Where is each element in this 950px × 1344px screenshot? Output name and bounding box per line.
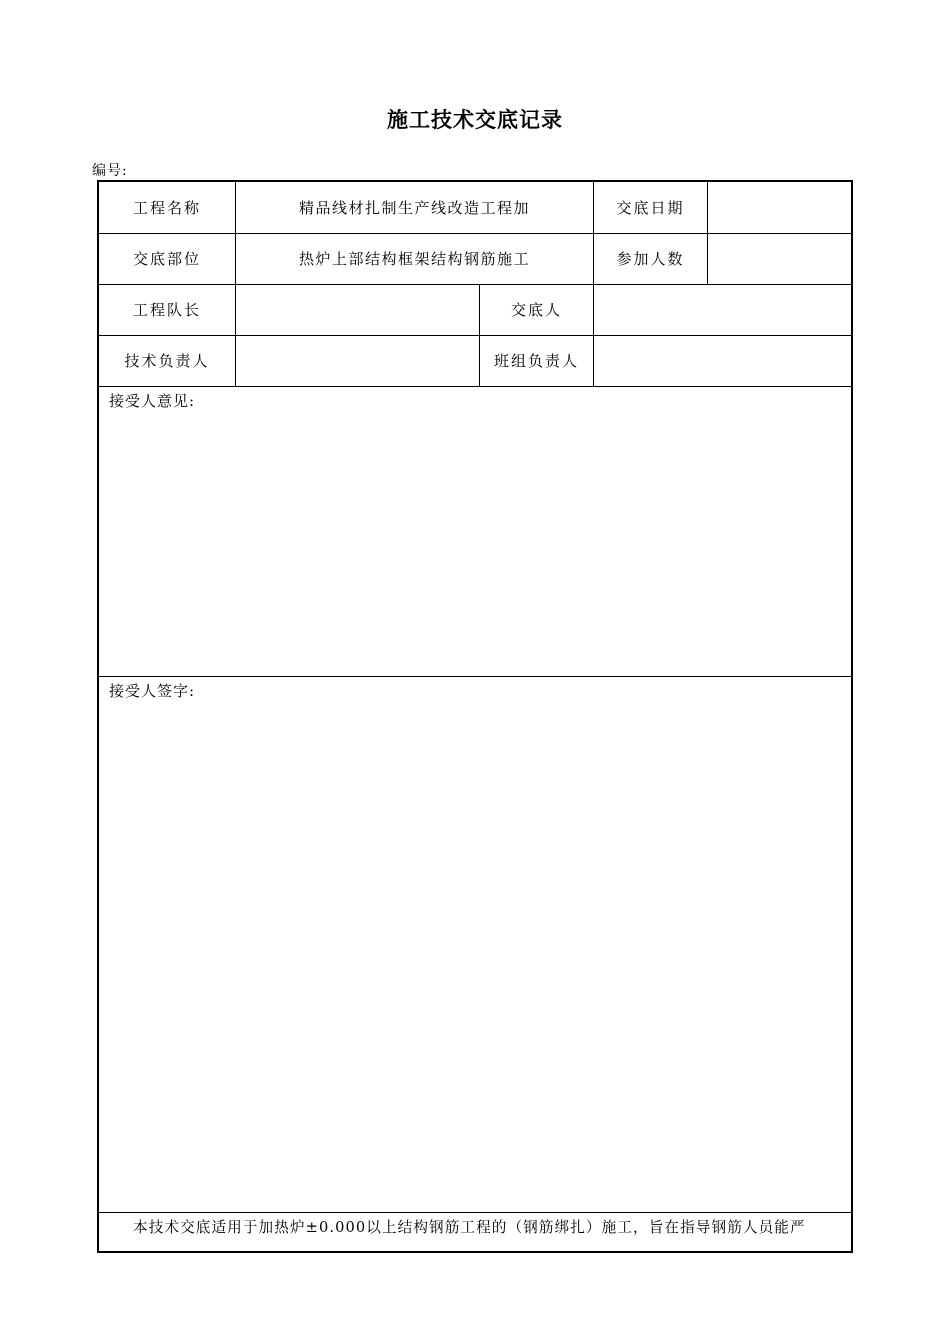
part-value[interactable]: 热炉上部结构框架结构钢筋施工 bbox=[298, 250, 530, 268]
record-table bbox=[97, 180, 853, 1253]
number-label: 编号: bbox=[92, 163, 128, 179]
row-divider bbox=[99, 676, 851, 677]
team-leader-value[interactable] bbox=[236, 284, 479, 335]
group-lead-value[interactable] bbox=[594, 335, 851, 386]
team-leader-label: 工程队长 bbox=[132, 301, 201, 319]
row-divider bbox=[99, 1212, 851, 1213]
presenter-value[interactable] bbox=[594, 284, 851, 335]
document-title: 施工技术交底记录 bbox=[387, 108, 563, 132]
row-divider bbox=[99, 386, 851, 387]
tech-lead-label: 技术负责人 bbox=[124, 352, 210, 370]
attendees-value[interactable] bbox=[708, 233, 851, 284]
signature-label: 接受人签字: bbox=[109, 682, 196, 700]
part-label: 交底部位 bbox=[132, 250, 201, 268]
footer-text: 本技术交底适用于加热炉±0.000以上结构钢筋工程的（钢筋绑扎）施工，旨在指导钢筋人员能严 bbox=[133, 1219, 806, 1236]
presenter-label: 交底人 bbox=[510, 301, 562, 319]
group-lead-label: 班组负责人 bbox=[493, 352, 579, 370]
opinion-label: 接受人意见: bbox=[109, 392, 196, 410]
date-label: 交底日期 bbox=[616, 199, 685, 217]
date-value[interactable] bbox=[708, 182, 851, 233]
attendees-label: 参加人数 bbox=[616, 250, 685, 268]
project-name-label: 工程名称 bbox=[132, 199, 201, 217]
tech-lead-value[interactable] bbox=[236, 335, 479, 386]
project-name-value[interactable]: 精品线材扎制生产线改造工程加 bbox=[298, 199, 530, 217]
